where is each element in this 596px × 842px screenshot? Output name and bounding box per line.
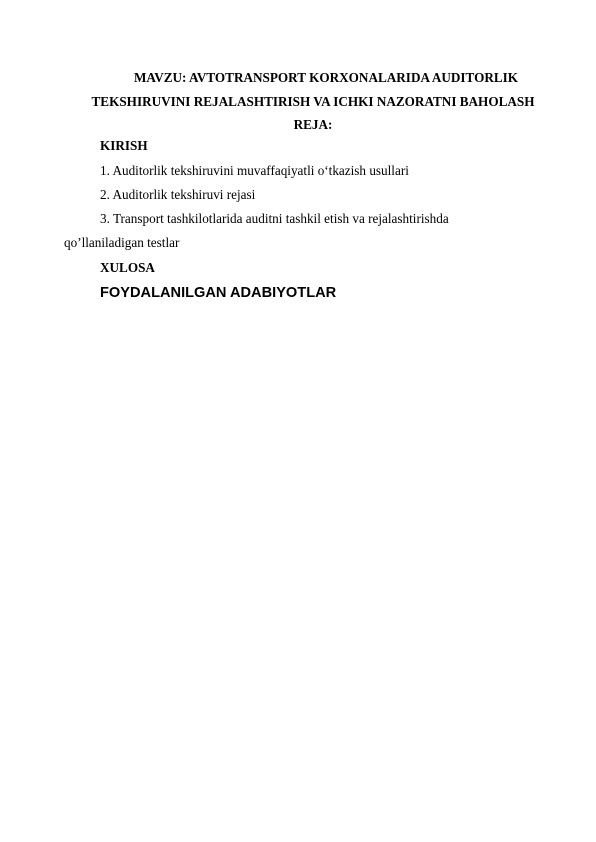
plan-heading: REJA: bbox=[293, 117, 333, 132]
plan-references: FOYDALANILGAN ADABIYOTLAR bbox=[100, 285, 337, 301]
plan-conclusion: XULOSA bbox=[100, 260, 155, 275]
plan-item-3: 3. Transport tashkilotlarida auditni tashkil etish va rejalashtirishda bbox=[100, 211, 449, 226]
plan-item-1: 1. Auditorlik tekshiruvini muvaffaqiyatli o‘tkazish usullari bbox=[100, 163, 409, 178]
title-line-2: TEKSHIRUVINI REJALASHTIRISH VA ICHKI NAZORATNI BAHOLASH bbox=[91, 93, 535, 109]
plan-intro: KIRISH bbox=[100, 138, 148, 153]
document-title bbox=[70, 66, 556, 137]
plan-item-3-continuation: qo’llaniladigan testlar bbox=[64, 235, 180, 250]
title-line-1: MAVZU: AVTOTRANSPORT KORXONALARIDA AUDITORLIK bbox=[133, 70, 519, 85]
plan-item-2: 2. Auditorlik tekshiruvi rejasi bbox=[100, 187, 256, 202]
